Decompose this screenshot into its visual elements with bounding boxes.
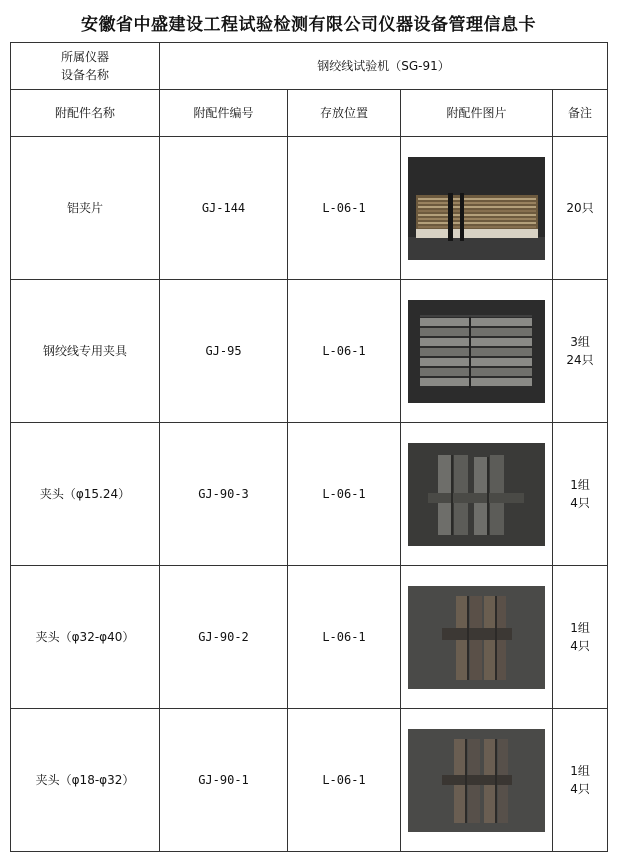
- header-photo: 附配件图片: [401, 90, 553, 137]
- accessory-photo-cell: [401, 280, 553, 423]
- accessory-photo-cell: [401, 566, 553, 709]
- storage-location: L-06-1: [288, 566, 401, 709]
- chuck-15-photo: [408, 443, 545, 546]
- chuck-32-40-photo: [408, 586, 545, 689]
- accessory-code: GJ-90-2: [160, 566, 288, 709]
- card-title: 安徽省中盛建设工程试验检测有限公司仪器设备管理信息卡: [81, 15, 536, 35]
- table-row: [11, 137, 608, 280]
- equipment-name: 钢绞线试验机（SG-91）: [160, 43, 608, 90]
- accessory-code: GJ-95: [160, 280, 288, 423]
- header-code: 附配件编号: [160, 90, 288, 137]
- note: 1组 4只: [553, 709, 608, 852]
- accessory-name: 钢绞线专用夹具: [11, 280, 160, 423]
- chuck-18-32-photo: [408, 729, 545, 832]
- accessory-code: GJ-90-1: [160, 709, 288, 852]
- header-name: 附配件名称: [11, 90, 160, 137]
- header-row: [11, 90, 608, 137]
- note: 1组 4只: [553, 566, 608, 709]
- equipment-label: 所属仪器 设备名称: [11, 43, 160, 90]
- table-row: [11, 280, 608, 423]
- storage-location: L-06-1: [288, 137, 401, 280]
- table-row: [11, 566, 608, 709]
- accessory-photo-cell: [401, 709, 553, 852]
- accessory-name: 夹头（φ32-φ40）: [11, 566, 160, 709]
- accessory-name: 夹头（φ18-φ32）: [11, 709, 160, 852]
- header-location: 存放位置: [288, 90, 401, 137]
- note: 3组 24只: [553, 280, 608, 423]
- accessory-photo-cell: [401, 423, 553, 566]
- storage-location: L-06-1: [288, 280, 401, 423]
- equipment-row: [11, 43, 608, 90]
- accessory-code: GJ-90-3: [160, 423, 288, 566]
- table-row: [11, 709, 608, 852]
- accessory-name: 夹头（φ15.24）: [11, 423, 160, 566]
- accessory-name: 铝夹片: [11, 137, 160, 280]
- aluminum-clip-photo: [408, 157, 545, 260]
- note: 20只: [553, 137, 608, 280]
- accessory-photo-cell: [401, 137, 553, 280]
- strand-clamp-photo: [408, 300, 545, 403]
- header-note: 备注: [553, 90, 608, 137]
- accessory-code: GJ-144: [160, 137, 288, 280]
- table-row: [11, 423, 608, 566]
- storage-location: L-06-1: [288, 423, 401, 566]
- storage-location: L-06-1: [288, 709, 401, 852]
- accessory-table: [10, 42, 608, 852]
- note: 1组 4只: [553, 423, 608, 566]
